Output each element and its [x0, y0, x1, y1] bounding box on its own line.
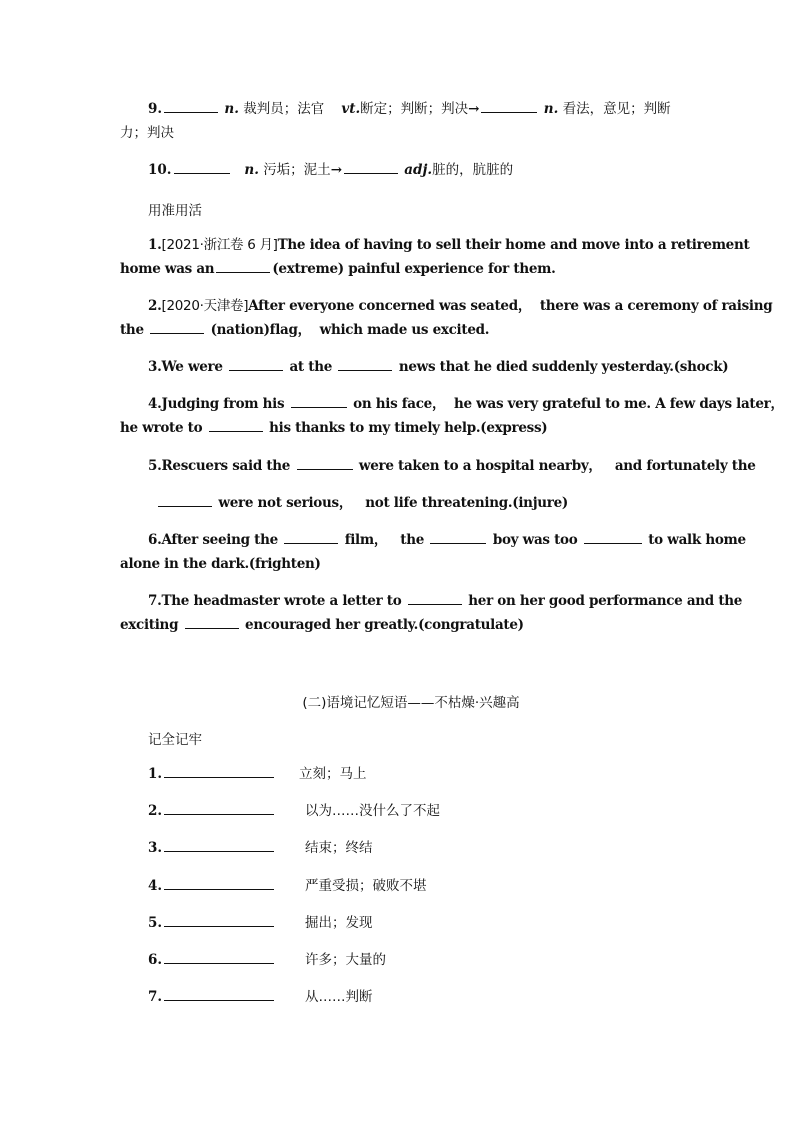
answer-blank[interactable]: [344, 161, 398, 174]
phrase-item: [148, 988, 373, 1006]
meaning: 断定；判断；判决: [360, 101, 469, 117]
sentence-text: he wrote to: [120, 420, 203, 436]
phrase-item: [148, 914, 373, 932]
sentence-text: film，: [344, 532, 388, 548]
item-number: 7.: [148, 989, 163, 1006]
sentence-text: encouraged her greatly.(congratulate): [245, 617, 524, 633]
part-of-speech: n.: [543, 101, 559, 117]
answer-blank[interactable]: [284, 531, 338, 544]
answer-blank[interactable]: [185, 616, 239, 629]
item-number: 10.: [148, 162, 172, 178]
part-of-speech: n.: [224, 101, 239, 117]
meaning: 看法，意见；判断: [562, 101, 671, 117]
answer-blank[interactable]: [158, 494, 212, 507]
arrow-icon: →: [330, 162, 342, 178]
vocab-item-9: [148, 100, 671, 118]
phrase-meaning: 以为……没什么了不起: [305, 803, 440, 820]
item-number: 4.: [148, 877, 163, 894]
answer-blank[interactable]: [216, 260, 270, 273]
source-tag: [2021·浙江卷 6 月]: [161, 237, 278, 253]
answer-blank[interactable]: [481, 100, 537, 113]
sentence-text: her on her good performance and the: [468, 593, 743, 609]
phrase-meaning: 结束；终结: [305, 840, 373, 857]
sentence-text: (extreme) painful experience for them.: [272, 261, 556, 277]
sentence-text: on his face，: [353, 396, 446, 412]
sentence-6-line-1: [148, 531, 746, 549]
sentence-3: [148, 358, 728, 376]
answer-blank[interactable]: [164, 100, 218, 113]
answer-blank[interactable]: [164, 839, 274, 852]
phrase-item: [148, 877, 427, 895]
answer-blank[interactable]: [174, 161, 230, 174]
meaning: 污垢；泥土: [263, 162, 331, 178]
answer-blank[interactable]: [150, 321, 204, 334]
answer-blank[interactable]: [164, 765, 274, 778]
sentence-text: to walk home: [648, 532, 746, 548]
item-number: 2.: [148, 298, 162, 314]
item-number: 1.: [148, 237, 162, 253]
answer-blank[interactable]: [164, 877, 274, 890]
source-tag: [2020·天津卷]: [161, 298, 249, 314]
sentence-text: were not serious，: [218, 495, 353, 511]
item-number: 1.: [148, 766, 163, 782]
sentence-text: which made us excited.: [319, 322, 490, 338]
phrase-meaning: 严重受损；破败不堪: [305, 877, 427, 894]
vocab-item-9-continued: 力；判决: [120, 125, 174, 141]
sentence-text: 3.We were: [148, 359, 223, 375]
sentence-1-line-2: [120, 260, 556, 278]
item-number: 2.: [148, 803, 163, 820]
meaning: 裁判员；法官: [243, 101, 325, 117]
answer-blank[interactable]: [297, 457, 353, 470]
sentence-1-line-1: [148, 236, 749, 254]
sentence-text: there was a ceremony of raising: [539, 298, 773, 314]
sentence-text: not life threatening.(injure): [365, 495, 568, 511]
answer-blank[interactable]: [164, 951, 274, 964]
item-number: 5.: [148, 914, 163, 931]
item-number: 3.: [148, 840, 163, 857]
sentence-text: news that he died suddenly yesterday.(shock): [398, 359, 729, 375]
sentence-2-line-1: [148, 297, 772, 315]
sentence-text: boy was too: [492, 532, 578, 548]
sentence-text: (nation)flag，: [210, 322, 311, 338]
vocab-item-10: [148, 161, 513, 179]
sentence-text: at the: [289, 359, 332, 375]
sentence-4-line-1: [148, 395, 784, 413]
sentence-text: 4.Judging from his: [148, 396, 285, 412]
sentence-text: 5.Rescuers said the: [148, 458, 291, 474]
answer-blank[interactable]: [408, 592, 462, 605]
part-of-speech: vt.: [341, 101, 361, 117]
answer-blank[interactable]: [584, 531, 642, 544]
answer-blank[interactable]: [164, 802, 274, 815]
part-of-speech: adj.: [404, 162, 433, 178]
sentence-text: After everyone concerned was seated，: [248, 298, 532, 314]
sentence-7-line-1: [148, 592, 742, 610]
phrase-meaning: 立刻；马上: [299, 766, 367, 782]
sentence-text: 7.The headmaster wrote a letter to: [148, 593, 402, 609]
answer-blank[interactable]: [164, 988, 274, 1001]
arrow-icon: →: [468, 101, 480, 117]
answer-blank[interactable]: [291, 395, 347, 408]
sentence-text: the: [120, 322, 144, 338]
sentence-text: his thanks to my timely help.(express): [269, 420, 548, 436]
section-title: (二)语境记忆短语——不枯燥·兴趣高: [302, 695, 520, 711]
phrase-item: [148, 765, 367, 783]
sentence-6-line-2: alone in the dark.(frighten): [120, 556, 321, 572]
sentence-5-line-1: [148, 457, 756, 475]
section-heading: 用准用活: [148, 203, 202, 219]
sentence-text: and fortunately the: [614, 458, 756, 474]
sentence-text: home was an: [120, 261, 215, 277]
phrase-item: [148, 839, 373, 857]
section-subtitle: 记全记牢: [148, 732, 202, 748]
item-number: 9.: [148, 101, 163, 117]
sentence-7-line-2: [120, 616, 524, 634]
sentence-text: the: [400, 532, 425, 548]
answer-blank[interactable]: [338, 358, 392, 371]
sentence-text: 6.After seeing the: [148, 532, 278, 548]
sentence-text: The idea of having to sell their home and move into a retirement: [277, 237, 750, 253]
sentence-2-line-2: [120, 321, 489, 339]
item-number: 6.: [148, 952, 163, 968]
phrase-item: [148, 951, 386, 969]
phrase-item: [148, 802, 440, 820]
phrase-meaning: 掘出；发现: [305, 914, 373, 931]
answer-blank[interactable]: [430, 531, 486, 544]
sentence-text: were taken to a hospital nearby，: [358, 458, 602, 474]
phrase-meaning: 许多；大量的: [305, 952, 386, 968]
meaning: 脏的，肮脏的: [432, 162, 514, 178]
sentence-5-line-2: [156, 494, 568, 512]
sentence-4-line-2: [120, 419, 547, 437]
answer-blank[interactable]: [164, 914, 274, 927]
phrase-meaning: 从……判断: [305, 989, 373, 1006]
sentence-text: exciting: [120, 617, 179, 633]
answer-blank[interactable]: [209, 419, 263, 432]
sentence-text: he was very grateful to me. A few days later，: [453, 396, 784, 412]
answer-blank[interactable]: [229, 358, 283, 371]
part-of-speech: n.: [244, 162, 259, 178]
